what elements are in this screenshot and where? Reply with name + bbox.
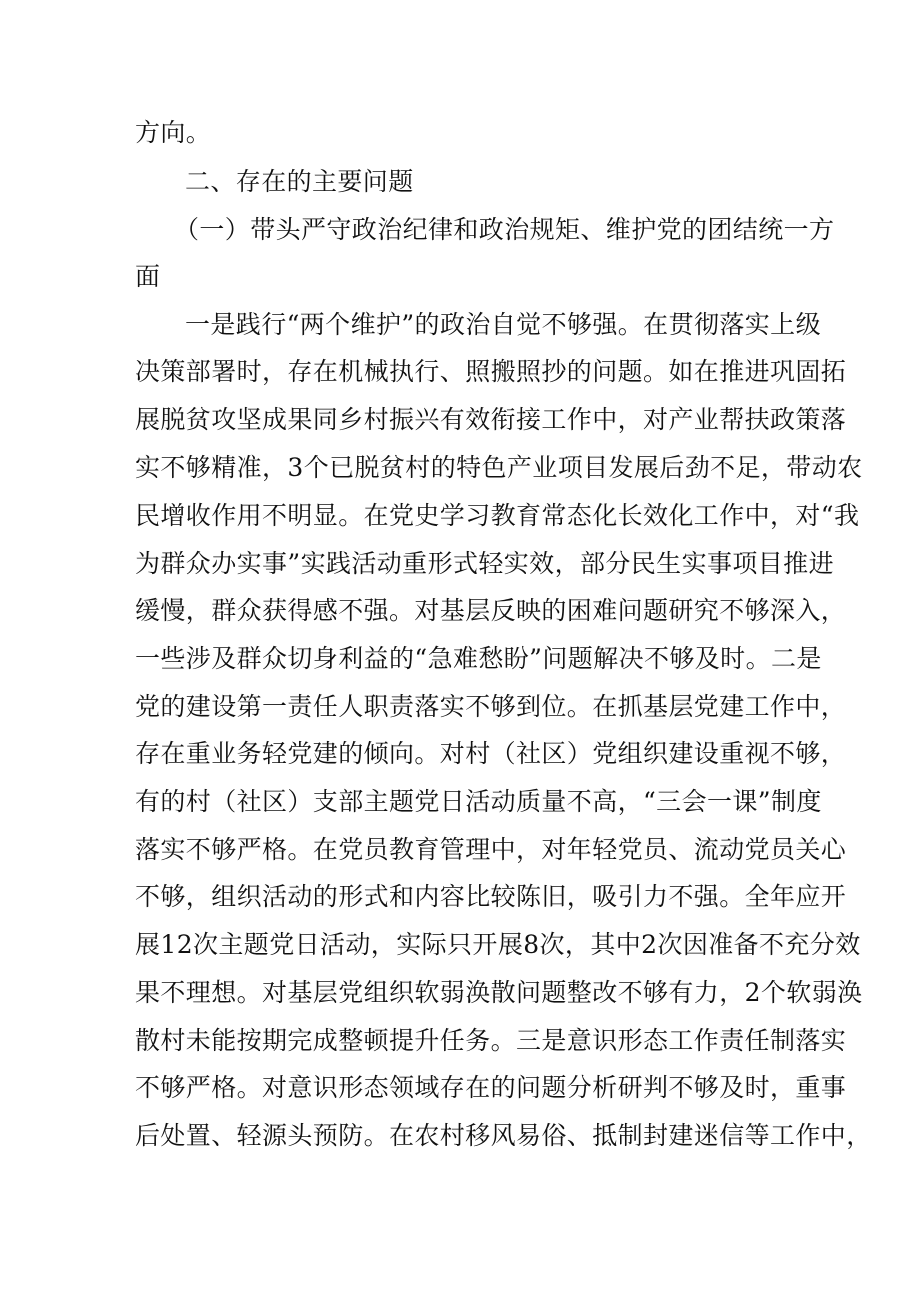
body-text-line: 有的村（社区）支部主题党日活动质量不高，“三会一课”制度: [135, 787, 822, 816]
body-text-line: 一些涉及群众切身利益的“急难愁盼”问题解决不够及时。二是: [135, 644, 822, 673]
section-heading: 二、存在的主要问题: [185, 167, 414, 196]
body-text-line: 展12次主题党日活动，实际只开展8次，其中2次因准备不充分效: [135, 930, 861, 959]
body-text-line: 果不理想。对基层党组织软弱涣散问题整改不够有力，2个软弱涣: [135, 978, 863, 1007]
subsection-heading: （一）带头严守政治纪律和政治规矩、维护党的团结统一方: [174, 215, 835, 244]
body-text-line: 落实不够严格。在党员教育管理中，对年轻党员、流动党员关心: [135, 835, 847, 864]
body-text-line: 不够，组织活动的形式和内容比较陈旧，吸引力不强。全年应开: [135, 882, 847, 911]
body-text-line: 后处置、轻源头预防。在农村移风易俗、抵制封建迷信等工作中，: [135, 1121, 872, 1150]
body-text-line: 不够严格。对意识形态领域存在的问题分析研判不够及时，重事: [135, 1073, 847, 1102]
body-text-line: 决策部署时，存在机械执行、照搬照抄的问题。如在推进巩固拓: [135, 357, 847, 386]
subsection-heading-continued: 面: [135, 262, 161, 291]
body-text-line: 散村未能按期完成整顿提升任务。三是意识形态工作责任制落实: [135, 1026, 847, 1055]
body-text-line: 一是践行“两个维护”的政治自觉不够强。在贯彻落实上级: [185, 310, 821, 339]
body-text-line: 存在重业务轻党建的倾向。对村（社区）党组织建设重视不够，: [135, 739, 847, 768]
body-text-line: 缓慢，群众获得感不强。对基层反映的困难问题研究不够深入，: [135, 596, 847, 625]
body-text-line: 展脱贫攻坚成果同乡村振兴有效衔接工作中，对产业帮扶政策落: [135, 405, 847, 434]
body-text-line: 党的建设第一责任人职责落实不够到位。在抓基层党建工作中，: [135, 692, 847, 721]
body-text-line: 方向。: [135, 118, 212, 147]
body-text-line: 实不够精准，3个已脱贫村的特色产业项目发展后劲不足，带动农: [135, 453, 863, 482]
body-text-line: 民增收作用不明显。在党史学习教育常态化长效化工作中，对“我: [135, 501, 860, 530]
body-text-line: 为群众办实事”实践活动重形式轻实效，部分民生实事项目推进: [135, 549, 834, 578]
